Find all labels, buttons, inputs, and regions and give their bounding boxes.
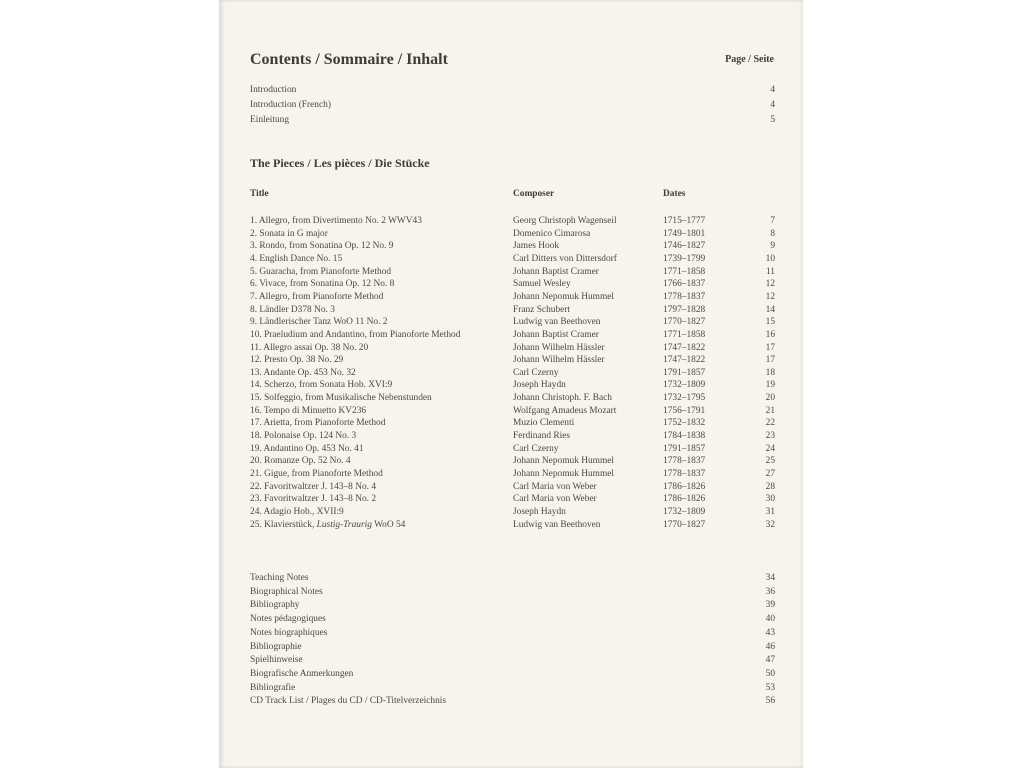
piece-row [250, 481, 775, 494]
piece-title: 8. Ländler D378 No. 3 [250, 304, 335, 315]
entry-label: Bibliographie [250, 641, 302, 652]
piece-dates: 1791–1857 [663, 367, 706, 378]
piece-composer: Johann Baptist Cramer [513, 266, 599, 277]
piece-row [250, 392, 775, 405]
piece-dates: 1749–1801 [663, 228, 706, 239]
piece-page-number: 18 [765, 367, 775, 378]
piece-composer: Ludwig van Beethoven [513, 519, 601, 530]
toc-entry [250, 586, 775, 599]
piece-dates: 1778–1837 [663, 291, 706, 302]
toc-entry [250, 99, 775, 112]
piece-composer: Carl Czerny [513, 367, 559, 378]
piece-page-number: 9 [770, 241, 775, 252]
piece-row [250, 443, 775, 456]
piece-dates: 1746–1827 [663, 241, 706, 252]
piece-dates: 1797–1828 [663, 304, 706, 315]
piece-dates: 1771–1858 [663, 329, 706, 340]
piece-dates: 1771–1858 [663, 266, 706, 277]
piece-page-number: 28 [765, 481, 775, 492]
entry-page-number: 36 [765, 586, 775, 597]
piece-dates: 1770–1827 [663, 519, 706, 530]
piece-composer: Johann Christoph. F. Bach [513, 393, 612, 404]
entry-label: Teaching Notes [250, 573, 309, 583]
piece-page-number: 23 [765, 431, 775, 442]
page-column-label: Page / Seite [725, 54, 774, 65]
piece-title: 25. Klavierstück, Lustig-Traurig WoO 54 [250, 519, 406, 530]
toc-entry [250, 114, 775, 127]
piece-dates: 1747–1822 [663, 355, 706, 366]
piece-composer: Joseph Haydn [513, 380, 566, 391]
piece-dates: 1732–1809 [663, 506, 706, 517]
piece-row [250, 519, 775, 532]
piece-dates: 1778–1837 [663, 469, 706, 479]
piece-row [250, 430, 775, 443]
toc-entry [250, 613, 775, 626]
piece-row [250, 228, 775, 241]
piece-page-number: 11 [765, 266, 775, 277]
piece-composer: James Hook [513, 241, 560, 252]
piece-composer: Ferdinand Ries [513, 431, 571, 442]
pieces-section-title: The Pieces / Les pièces / Die Stücke [250, 156, 430, 170]
piece-page-number: 8 [770, 228, 775, 239]
piece-row [250, 342, 775, 355]
entry-page-number: 50 [765, 668, 775, 679]
piece-composer: Samuel Wesley [513, 279, 571, 290]
entry-label: Notes biographiques [250, 627, 328, 638]
piece-dates: 1778–1837 [663, 456, 706, 467]
piece-row [250, 455, 775, 468]
piece-dates: 1784–1838 [663, 431, 706, 442]
entry-label: Spielhinweise [250, 655, 303, 666]
toc-entry [250, 668, 775, 681]
entry-label: Biographical Notes [250, 586, 323, 597]
piece-composer: Carl Maria von Weber [513, 481, 597, 492]
piece-page-number: 27 [765, 469, 775, 479]
entry-page-number: 53 [765, 682, 775, 693]
toc-entry [250, 627, 775, 640]
contents-title: Contents / Sommaire / Inhalt [250, 51, 448, 68]
piece-title: 7. Allegro, from Pianoforte Method [250, 291, 384, 302]
piece-page-number: 12 [765, 291, 775, 302]
toc-entry [250, 84, 775, 97]
piece-page-number: 17 [765, 355, 775, 366]
entry-page-number: 39 [765, 600, 775, 611]
piece-title: 13. Andante Op. 453 No. 32 [250, 367, 356, 378]
piece-title: 12. Presto Op. 38 No. 29 [250, 355, 344, 366]
piece-title: 16. Tempo di Minuetto KV236 [250, 405, 367, 416]
piece-row [250, 493, 775, 506]
toc-entry [250, 654, 775, 667]
piece-title: 23. Favoritwaltzer J. 143–8 No. 2 [250, 494, 377, 505]
piece-dates: 1747–1822 [663, 342, 706, 353]
entry-page-number: 43 [765, 627, 775, 638]
piece-page-number: 7 [770, 216, 775, 226]
piece-title: 2. Sonata in G major [250, 228, 328, 239]
piece-title: 4. English Dance No. 15 [250, 253, 343, 264]
entry-page-number: 40 [765, 614, 775, 625]
entry-label: Bibliography [250, 600, 300, 611]
title-column-header: Title [250, 189, 269, 199]
entry-page-number: 47 [765, 655, 775, 666]
piece-dates: 1732–1795 [663, 393, 706, 404]
piece-row [250, 329, 775, 342]
piece-composer: Johann Wilhelm Hässler [513, 342, 605, 353]
piece-dates: 1786–1826 [663, 481, 706, 492]
piece-title: 18. Polonaise Op. 124 No. 3 [250, 431, 357, 442]
piece-dates: 1739–1799 [663, 253, 706, 264]
entry-label: Introduction (French) [250, 100, 331, 110]
entry-page-number: 4 [770, 100, 775, 110]
piece-row [250, 367, 775, 380]
piece-composer: Carl Ditters von Dittersdorf [513, 253, 617, 264]
entry-page-number: 5 [770, 115, 775, 125]
piece-page-number: 22 [765, 418, 775, 429]
piece-row [250, 291, 775, 304]
piece-title: 19. Andantino Op. 453 No. 41 [250, 443, 364, 454]
piece-row [250, 278, 775, 291]
piece-composer: Carl Maria von Weber [513, 494, 597, 505]
piece-row [250, 316, 775, 329]
piece-page-number: 17 [765, 342, 775, 353]
piece-page-number: 20 [765, 393, 775, 404]
piece-composer: Domenico Cimarosa [513, 228, 591, 239]
piece-composer: Johann Wilhelm Hässler [513, 355, 605, 366]
piece-title: 20. Romanze Op. 52 No. 4 [250, 456, 351, 467]
piece-composer: Ludwig van Beethoven [513, 317, 601, 328]
piece-title: 17. Arietta, from Pianoforte Method [250, 418, 386, 429]
piece-dates: 1770–1827 [663, 317, 706, 328]
piece-composer: Johann Nepomuk Hummel [513, 469, 615, 479]
piece-page-number: 19 [765, 380, 775, 391]
piece-page-number: 25 [765, 456, 775, 467]
toc-entry [250, 599, 775, 612]
piece-composer: Johann Baptist Cramer [513, 329, 599, 340]
toc-entry [250, 682, 775, 695]
entry-label: Notes pédagogiques [250, 614, 326, 625]
entry-label: Biografische Anmerkungen [250, 668, 354, 679]
document-page [219, 0, 803, 768]
piece-composer: Franz Schubert [513, 304, 571, 315]
piece-page-number: 32 [765, 519, 775, 530]
piece-title: 9. Ländlerischer Tanz WoO 11 No. 2 [250, 317, 388, 328]
piece-page-number: 12 [765, 279, 775, 290]
piece-row [250, 354, 775, 367]
entry-label: Einleitung [250, 115, 290, 125]
entry-page-number: 56 [765, 696, 775, 707]
piece-page-number: 16 [765, 329, 775, 340]
piece-row [250, 253, 775, 266]
piece-title: 5. Guaracha, from Pianoforte Method [250, 266, 392, 277]
piece-row [250, 304, 775, 317]
piece-dates: 1715–1777 [663, 216, 706, 226]
piece-dates: 1756–1791 [663, 405, 706, 416]
composer-column-header: Composer [513, 189, 555, 199]
piece-composer: Joseph Haydn [513, 506, 566, 517]
piece-title: 6. Vivace, from Sonatina Op. 12 No. 8 [250, 279, 395, 290]
piece-composer: Muzio Clementi [513, 418, 575, 429]
piece-page-number: 14 [765, 304, 775, 315]
piece-page-number: 15 [765, 317, 775, 328]
piece-dates: 1786–1826 [663, 494, 706, 505]
piece-row [250, 468, 775, 481]
piece-title: 14. Scherzo, from Sonata Hob. XVI:9 [250, 380, 393, 391]
toc-entry [250, 695, 775, 708]
piece-title: 21. Gigue, from Pianoforte Method [250, 469, 383, 479]
piece-row [250, 266, 775, 279]
piece-composer: Wolfgang Amadeus Mozart [513, 405, 617, 416]
toc-entry [250, 572, 775, 585]
entry-page-number: 34 [765, 573, 775, 583]
piece-composer: Carl Czerny [513, 443, 559, 454]
dates-column-header: Dates [663, 189, 686, 199]
piece-title: 10. Praeludium and Andantino, from Pianoforte Method [250, 329, 461, 340]
entry-page-number: 46 [765, 641, 775, 652]
entry-label: Introduction [250, 85, 297, 95]
piece-row [250, 240, 775, 253]
entry-page-number: 4 [770, 85, 775, 95]
piece-dates: 1766–1837 [663, 279, 706, 290]
piece-title: 15. Solfeggio, from Musikalische Nebenstunden [250, 393, 432, 404]
piece-row [250, 215, 775, 228]
piece-title: 24. Adagio Hob., XVII:9 [250, 506, 344, 517]
piece-composer: Johann Nepomuk Hummel [513, 291, 615, 302]
piece-page-number: 30 [765, 494, 775, 505]
piece-row [250, 405, 775, 418]
piece-page-number: 31 [765, 506, 775, 517]
piece-page-number: 21 [765, 405, 775, 416]
piece-row [250, 506, 775, 519]
entry-label: Bibliografie [250, 682, 296, 693]
piece-title: 22. Favoritwaltzer J. 143–8 No. 4 [250, 481, 377, 492]
piece-page-number: 24 [765, 443, 775, 454]
piece-page-number: 10 [765, 253, 775, 264]
piece-row [250, 379, 775, 392]
piece-title: 1. Allegro, from Divertimento No. 2 WWV43 [250, 216, 422, 226]
piece-title: 3. Rondo, from Sonatina Op. 12 No. 9 [250, 241, 394, 252]
piece-row [250, 417, 775, 430]
piece-composer: Georg Christoph Wagenseil [513, 216, 617, 226]
piece-dates: 1732–1809 [663, 380, 706, 391]
piece-dates: 1791–1857 [663, 443, 706, 454]
entry-label: CD Track List / Plages du CD / CD-Titelverzeichnis [250, 696, 447, 707]
piece-dates: 1752–1832 [663, 418, 706, 429]
piece-composer: Johann Nepomuk Hummel [513, 456, 615, 467]
piece-title: 11. Allegro assai Op. 38 No. 20 [250, 342, 369, 353]
toc-entry [250, 641, 775, 654]
